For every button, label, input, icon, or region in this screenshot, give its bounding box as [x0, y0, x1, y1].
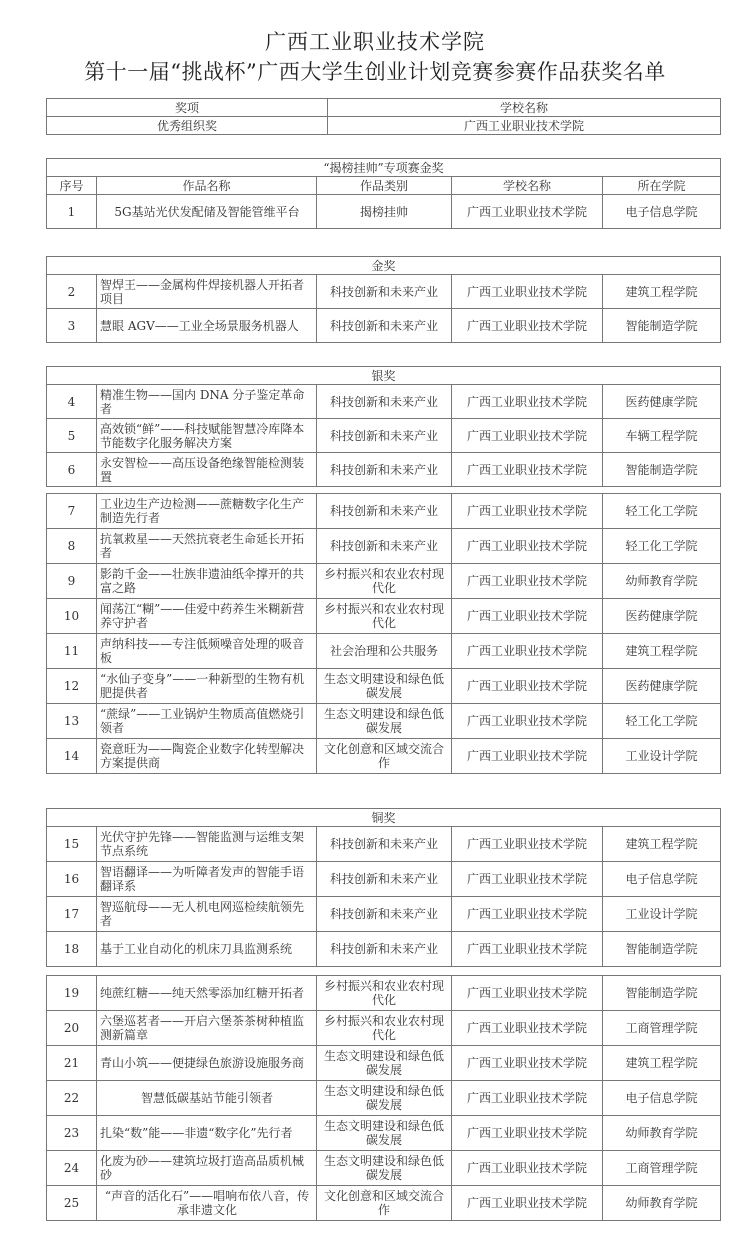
row-school: 广西工业职业技术学院	[452, 1081, 603, 1116]
row-work-name: 慧眼 AGV——工业全场景服务机器人	[97, 309, 317, 343]
row-index: 21	[47, 1046, 97, 1081]
row-college: 车辆工程学院	[603, 419, 721, 453]
header-award: 奖项	[47, 99, 328, 117]
row-category: 生态文明建设和绿色低碳发展	[317, 669, 452, 704]
row-index: 17	[47, 897, 97, 932]
row-category: 生态文明建设和绿色低碳发展	[317, 1116, 452, 1151]
row-work-name: 智慧低碳基站节能引领者	[97, 1081, 317, 1116]
table-row	[47, 453, 721, 487]
row-school: 广西工业职业技术学院	[452, 529, 603, 564]
row-school: 广西工业职业技术学院	[452, 1151, 603, 1186]
table-row	[47, 529, 721, 564]
row-school: 广西工业职业技术学院	[452, 564, 603, 599]
row-college: 轻工化工学院	[603, 704, 721, 739]
section-title-gold: 金奖	[47, 257, 721, 275]
row-college: 智能制造学院	[603, 453, 721, 487]
row-category: 科技创新和未来产业	[317, 275, 452, 309]
row-category: 科技创新和未来产业	[317, 827, 452, 862]
row-index: 13	[47, 704, 97, 739]
row-school: 广西工业职业技术学院	[452, 976, 603, 1011]
row-school: 广西工业职业技术学院	[452, 932, 603, 967]
row-category: 科技创新和未来产业	[317, 529, 452, 564]
row-work-name: 精准生物——国内 DNA 分子鉴定革命者	[97, 385, 317, 419]
row-category: 生态文明建设和绿色低碳发展	[317, 1046, 452, 1081]
row-college: 智能制造学院	[603, 932, 721, 967]
header-school-name: 学校名称	[452, 177, 603, 195]
row-college: 工业设计学院	[603, 897, 721, 932]
row-index: 24	[47, 1151, 97, 1186]
row-school: 广西工业职业技术学院	[452, 275, 603, 309]
row-college: 建筑工程学院	[603, 634, 721, 669]
row-school: 广西工业职业技术学院	[452, 309, 603, 343]
document-subtitle: 第十一届“挑战杯”广西大学生创业计划竞赛参赛作品获奖名单	[84, 60, 666, 84]
org-award-table	[46, 98, 721, 135]
row-index: 15	[47, 827, 97, 862]
table-row	[47, 827, 721, 862]
row-college: 建筑工程学院	[603, 827, 721, 862]
table-row	[47, 976, 721, 1011]
table-row	[47, 1081, 721, 1116]
row-work-name: 闻荡江“糊”——佳爱中药养生米糊新营养守护者	[97, 599, 317, 634]
row-work-name: 工业边生产边检测——蔗糖数字化生产制造先行者	[97, 494, 317, 529]
row-work-name: 青山小筑——便捷绿色旅游设施服务商	[97, 1046, 317, 1081]
row-index: 10	[47, 599, 97, 634]
row-college: 电子信息学院	[603, 195, 721, 229]
table-row	[47, 1116, 721, 1151]
header-work-name: 作品名称	[97, 177, 317, 195]
row-college: 幼师教育学院	[603, 1186, 721, 1221]
row-school: 广西工业职业技术学院	[452, 1186, 603, 1221]
table-row	[47, 669, 721, 704]
table-row	[47, 385, 721, 419]
table-row	[47, 739, 721, 774]
row-index: 12	[47, 669, 97, 704]
row-school: 广西工业职业技术学院	[452, 704, 603, 739]
silver-table-continued	[46, 493, 721, 774]
bronze-table-continued	[46, 975, 721, 1221]
section-title-special-gold: “揭榜挂帅”专项赛金奖	[47, 159, 721, 177]
row-school: 广西工业职业技术学院	[452, 1046, 603, 1081]
row-school: 广西工业职业技术学院	[452, 453, 603, 487]
row-work-name: 智语翻译——为听障者发声的智能手语翻译系	[97, 862, 317, 897]
row-college: 幼师教育学院	[603, 1116, 721, 1151]
row-category: 文化创意和区域交流合作	[317, 1186, 452, 1221]
row-category: 乡村振兴和农业农村现代化	[317, 976, 452, 1011]
row-category: 科技创新和未来产业	[317, 897, 452, 932]
row-index: 6	[47, 453, 97, 487]
row-index: 23	[47, 1116, 97, 1151]
row-college: 轻工化工学院	[603, 494, 721, 529]
row-college: 医药健康学院	[603, 385, 721, 419]
table-row	[47, 1186, 721, 1221]
table-row	[47, 862, 721, 897]
row-category: 文化创意和区域交流合作	[317, 739, 452, 774]
row-work-name: 永安智检——高压设备绝缘智能检测装置	[97, 453, 317, 487]
row-school: 广西工业职业技术学院	[452, 634, 603, 669]
row-school: 广西工业职业技术学院	[452, 669, 603, 704]
row-work-name: “水仙子变身”——一种新型的生物有机肥提供者	[97, 669, 317, 704]
header-index: 序号	[47, 177, 97, 195]
bronze-table	[46, 808, 721, 967]
row-index: 8	[47, 529, 97, 564]
row-category: 科技创新和未来产业	[317, 862, 452, 897]
table-row	[47, 564, 721, 599]
row-work-name: 扎染“数”能——非遗“数字化”先行者	[97, 1116, 317, 1151]
row-index: 11	[47, 634, 97, 669]
table-row	[47, 275, 721, 309]
table-row	[47, 897, 721, 932]
row-work-name: 智巡航母——无人机电网巡检续航领先者	[97, 897, 317, 932]
row-index: 14	[47, 739, 97, 774]
row-work-name: 六堡巡茗者——开启六堡茶茶树种植监测新篇章	[97, 1011, 317, 1046]
row-work-name: 影韵千金——壮族非遗油纸伞撑开的共富之路	[97, 564, 317, 599]
row-category: 社会治理和公共服务	[317, 634, 452, 669]
row-index: 1	[47, 195, 97, 229]
table-row	[47, 195, 721, 229]
award-name-cell: 优秀组织奖	[47, 117, 328, 135]
row-work-name: 纯蔗红糖——纯天然零添加红糖开拓者	[97, 976, 317, 1011]
row-index: 9	[47, 564, 97, 599]
row-index: 18	[47, 932, 97, 967]
row-work-name: 抗氧救星——天然抗衰老生命延长开拓者	[97, 529, 317, 564]
row-work-name: 瓷意旺为——陶瓷企业数字化转型解决方案提供商	[97, 739, 317, 774]
row-school: 广西工业职业技术学院	[452, 739, 603, 774]
row-school: 广西工业职业技术学院	[452, 599, 603, 634]
row-category: 生态文明建设和绿色低碳发展	[317, 1081, 452, 1116]
row-college: 幼师教育学院	[603, 564, 721, 599]
row-category: 科技创新和未来产业	[317, 932, 452, 967]
row-school: 广西工业职业技术学院	[452, 1011, 603, 1046]
row-category: 科技创新和未来产业	[317, 453, 452, 487]
section-title-bronze: 铜奖	[47, 809, 721, 827]
gold-table	[46, 256, 721, 343]
row-category: 乡村振兴和农业农村现代化	[317, 564, 452, 599]
row-category: 乡村振兴和农业农村现代化	[317, 599, 452, 634]
row-school: 广西工业职业技术学院	[452, 494, 603, 529]
row-index: 4	[47, 385, 97, 419]
table-row	[47, 1046, 721, 1081]
row-index: 3	[47, 309, 97, 343]
row-work-name: “声音的活化石”——唱响布依八音，传承非遗文化	[97, 1186, 317, 1221]
row-index: 16	[47, 862, 97, 897]
table-row	[47, 494, 721, 529]
row-school: 广西工业职业技术学院	[452, 1116, 603, 1151]
row-category: 揭榜挂帅	[317, 195, 452, 229]
table-row	[47, 419, 721, 453]
row-work-name: 5G基站光伏发配储及智能管维平台	[97, 195, 317, 229]
row-work-name: “蔗绿”——工业锅炉生物质高值燃烧引领者	[97, 704, 317, 739]
row-college: 建筑工程学院	[603, 1046, 721, 1081]
row-school: 广西工业职业技术学院	[452, 827, 603, 862]
document-title: 广西工业职业技术学院	[265, 30, 485, 54]
row-college: 智能制造学院	[603, 309, 721, 343]
row-index: 7	[47, 494, 97, 529]
table-row	[47, 704, 721, 739]
section-title-silver: 银奖	[47, 367, 721, 385]
row-index: 22	[47, 1081, 97, 1116]
row-index: 19	[47, 976, 97, 1011]
row-work-name: 高效锁“鲜”——科技赋能智慧冷库降本节能数字化服务解决方案	[97, 419, 317, 453]
header-school: 学校名称	[328, 99, 721, 117]
row-school: 广西工业职业技术学院	[452, 195, 603, 229]
row-college: 智能制造学院	[603, 976, 721, 1011]
school-name-cell: 广西工业职业技术学院	[328, 117, 721, 135]
table-row	[47, 599, 721, 634]
row-category: 科技创新和未来产业	[317, 385, 452, 419]
row-category: 生态文明建设和绿色低碳发展	[317, 1151, 452, 1186]
row-work-name: 基于工业自动化的机床刀具监测系统	[97, 932, 317, 967]
row-college: 轻工化工学院	[603, 529, 721, 564]
silver-table	[46, 366, 721, 487]
row-college: 电子信息学院	[603, 862, 721, 897]
row-work-name: 光伏守护先锋——智能监测与运维支架节点系统	[97, 827, 317, 862]
table-row	[47, 634, 721, 669]
header-category: 作品类别	[317, 177, 452, 195]
row-category: 科技创新和未来产业	[317, 419, 452, 453]
row-category: 乡村振兴和农业农村现代化	[317, 1011, 452, 1046]
table-row	[47, 1151, 721, 1186]
row-index: 25	[47, 1186, 97, 1221]
table-row	[47, 1011, 721, 1046]
row-index: 5	[47, 419, 97, 453]
row-college: 医药健康学院	[603, 669, 721, 704]
row-category: 科技创新和未来产业	[317, 494, 452, 529]
row-college: 工商管理学院	[603, 1151, 721, 1186]
header-college: 所在学院	[603, 177, 721, 195]
row-work-name: 声纳科技——专注低频噪音处理的吸音板	[97, 634, 317, 669]
row-college: 医药健康学院	[603, 599, 721, 634]
table-row	[47, 309, 721, 343]
row-index: 20	[47, 1011, 97, 1046]
row-school: 广西工业职业技术学院	[452, 897, 603, 932]
row-school: 广西工业职业技术学院	[452, 862, 603, 897]
row-work-name: 化废为砂——建筑垃圾打造高品质机械砂	[97, 1151, 317, 1186]
row-college: 电子信息学院	[603, 1081, 721, 1116]
row-category: 生态文明建设和绿色低碳发展	[317, 704, 452, 739]
row-college: 工商管理学院	[603, 1011, 721, 1046]
row-category: 科技创新和未来产业	[317, 309, 452, 343]
row-index: 2	[47, 275, 97, 309]
row-school: 广西工业职业技术学院	[452, 419, 603, 453]
row-college: 工业设计学院	[603, 739, 721, 774]
row-school: 广西工业职业技术学院	[452, 385, 603, 419]
row-work-name: 智焊王——金属构件焊接机器人开拓者项目	[97, 275, 317, 309]
table-row	[47, 932, 721, 967]
special-gold-table	[46, 158, 721, 229]
row-college: 建筑工程学院	[603, 275, 721, 309]
